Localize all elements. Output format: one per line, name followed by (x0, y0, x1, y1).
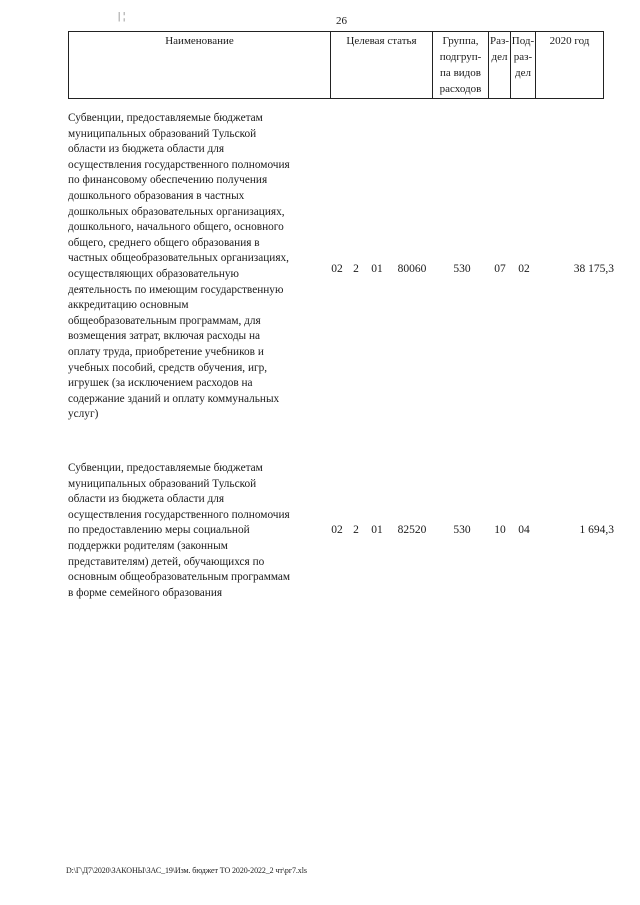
footer-file-path: D:\Г\Д7\2020\ЗАКОНЫ\ЗАС_19\Изм. бюджет ТО 2020-2022_2 чт\рг7.xls (66, 866, 307, 875)
description-line: по предоставлению меры социальной (68, 524, 250, 537)
description-line: услуг) (68, 408, 99, 421)
description-line: оплату труда, приобретение учебников и (68, 345, 264, 358)
description-line: возмещения затрат, включая расходы на (68, 330, 261, 343)
description-line: дошкольного, начального общего, основного (68, 221, 284, 234)
section: 10 (494, 524, 506, 536)
description-line: муниципальных образований Тульской (68, 127, 257, 140)
header-group-line: подгруп- (439, 51, 482, 63)
header-group (433, 32, 489, 99)
code-program: 02 (331, 263, 343, 275)
amount-2020: 38 175,3 (573, 263, 614, 275)
description-line: осуществления государственного полномочия (68, 158, 290, 171)
description-line: основным общеобразовательным программам (68, 571, 291, 584)
header-group-line: Группа, (442, 35, 479, 47)
description-line: осуществляющих образовательную (68, 267, 239, 280)
code-subprogram: 2 (353, 524, 359, 536)
header-section-line: Раз- (489, 35, 509, 47)
description-line: общеобразовательным программам, для (68, 314, 261, 327)
description-line: дошкольных образовательных организациях, (68, 205, 285, 218)
header-subsection-line: дел (515, 67, 531, 79)
header-subsection-line: Под- (511, 35, 535, 47)
section: 07 (494, 263, 506, 275)
row-description (68, 461, 326, 601)
description-line: представителям) детей, обучающихся по (68, 555, 265, 568)
header-subsection (511, 32, 536, 99)
table-header (68, 31, 604, 99)
expense-group: 530 (453, 263, 471, 275)
code-direction: 80060 (397, 263, 427, 275)
code-main-event: 01 (371, 263, 383, 275)
description-line: учебных пособий, средств обучения, игр, (68, 361, 268, 374)
header-name: Наименование (69, 32, 331, 99)
code-main-event: 01 (371, 524, 383, 536)
description-line: по финансовому обеспечению получения (68, 174, 268, 187)
code-subprogram: 2 (353, 263, 359, 275)
row-description (68, 111, 326, 423)
description-line: аккредитацию основным (68, 299, 189, 312)
expense-group: 530 (453, 524, 471, 536)
description-line: Субвенции, предоставляемые бюджетам (68, 112, 263, 124)
description-line: поддержки родителям (законным (68, 539, 228, 552)
subsection: 04 (518, 524, 530, 536)
header-target-item: Целевая статья (331, 32, 433, 99)
description-line: дошкольного образования в частных (68, 189, 245, 202)
header-group-line: па видов (440, 67, 481, 79)
header-subsection-line: раз- (513, 51, 533, 63)
description-line: содержание зданий и оплату коммунальных (68, 392, 280, 405)
header-section (489, 32, 511, 99)
header-group-line: расходов (439, 83, 482, 95)
description-line: общего, среднего общего образования в (68, 236, 260, 249)
description-line: области из бюджета области для (68, 143, 225, 156)
description-line: осуществления государственного полномочия (68, 508, 290, 521)
code-program: 02 (331, 524, 343, 536)
margin-mark: | ¦ (118, 10, 126, 22)
header-year: 2020 год (536, 32, 604, 99)
description-line: деятельность по имеющим государственную (68, 283, 284, 296)
description-line: частных общеобразовательных организациях, (68, 252, 289, 265)
description-line: в форме семейного образования (68, 586, 223, 599)
description-line: муниципальных образований Тульской (68, 477, 257, 490)
description-line: Субвенции, предоставляемые бюджетам (68, 462, 263, 474)
code-direction: 82520 (397, 524, 427, 536)
description-line: области из бюджета области для (68, 493, 225, 506)
description-line: игрушек (за исключением расходов на (68, 377, 253, 390)
page-number: 26 (336, 15, 347, 27)
amount-2020: 1 694,3 (579, 524, 614, 536)
header-section-line: дел (491, 51, 508, 63)
subsection: 02 (518, 263, 530, 275)
